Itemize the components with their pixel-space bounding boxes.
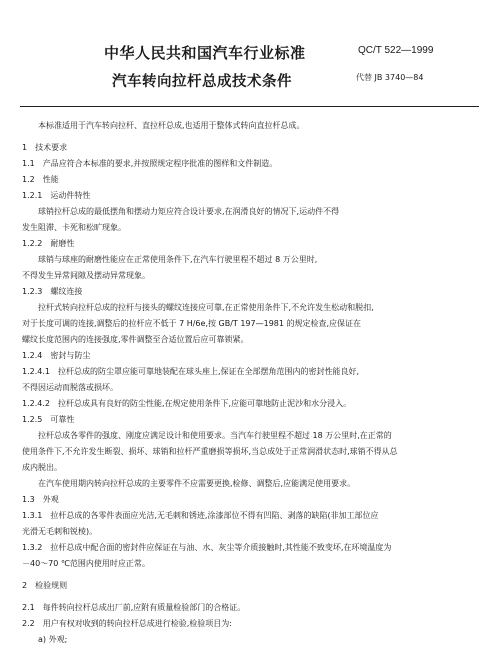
clause-heading: 1.2.5 可靠性 — [22, 415, 75, 424]
clause-text: －40～70 ℃范围内使用时应正常。 — [22, 559, 150, 568]
clause-heading: 1.2.3 螺纹连接 — [22, 287, 83, 296]
clause-heading: 1.2.2 耐磨性 — [22, 239, 75, 248]
clause-text: 不得发生异常间隙及摆动异常现象。 — [22, 271, 150, 280]
standard-category-title: 中华人民共和国汽车行业标准 — [104, 44, 306, 62]
clause-text: 球销与球座的耐磨性能应在正常使用条件下,在汽车行驶里程不超过 8 万公里时, — [38, 255, 318, 264]
clause-text: 使用条件下,不允许发生断裂、损坏、球销和拉杆严重磨损等损坏,当总成处于正常润滑状态时,球销不得从总 — [22, 447, 398, 456]
clause-text: 1.2.4.1 拉杆总成的防尘罩应能可靠地装配在球头座上,保证在全部摆角范围内的密封性能良好, — [22, 367, 360, 376]
clause-heading: 1.2 性能 — [22, 175, 59, 184]
clause: 2.1 每件转向拉杆总成出厂前,应附有质量检验部门的合格证。 — [22, 603, 246, 612]
document-body — [22, 118, 474, 648]
clause-text: 光滑无毛刺和锐棱)。 — [22, 527, 98, 536]
clause-heading: 1.2.4 密封与防尘 — [22, 351, 91, 360]
clause-text: 1.3.2 拉杆总成中配合面的密封件应保证在与油、水、灰尘等介质接触时,其性能不致变坏,在环境温度为 — [22, 543, 392, 552]
clause-text: 不得因运动而脱落或损坏。 — [22, 383, 118, 392]
section-heading: 1 技术要求 — [22, 143, 68, 152]
clause-text: 拉杆式转向拉杆总成的拉杆与接头的螺纹连接应可靠,在正常使用条件下,不允许发生松动和脱扣, — [38, 303, 374, 312]
section-heading: 2 检验规则 — [22, 581, 68, 590]
clause-heading: 1.3 外观 — [22, 495, 59, 504]
header-divider — [20, 106, 479, 107]
list-item: a) 外观; — [38, 635, 68, 644]
document-title: 汽车转向拉杆总成技术条件 — [112, 74, 292, 90]
replaced-standard-note: 代替 JB 3740—84 — [356, 73, 424, 82]
standard-code: QC/T 522—1999 — [358, 45, 434, 56]
scope-paragraph: 本标准适用于汽车转向拉杆、直拉杆总成,也适用于整体式转向直拉杆总成。 — [38, 121, 305, 130]
clause-text: 在汽车使用期内转向拉杆总成的主要零件不应需要更换,检修、调整后,应能满足使用要求。 — [38, 479, 356, 488]
clause-heading: 1.2.1 运动件特性 — [22, 191, 91, 200]
clause-text: 1.2.4.2 拉杆总成具有良好的防尘性能,在规定使用条件下,应能可靠地防止泥沙和水分浸入。 — [22, 399, 352, 408]
clause-text: 球销拉杆总成的最低摆角和摆动力矩应符合设计要求,在润滑良好的情况下,运动件不得 — [38, 207, 340, 216]
clause: 2.2 用户有权对收到的转向拉杆总成进行检验,检验项目为: — [22, 619, 232, 628]
clause-text: 拉杆总成各零件的强度、刚度应满足设计和使用要求。当汽车行驶里程不超过 18 万公里时,在正常的 — [38, 431, 392, 440]
clause-text: 螺纹长度范围内的连接强度,零件调整至合适位置后应可靠锁紧。 — [22, 335, 249, 344]
clause-text: 发生阻滞、卡死和松旷现象。 — [22, 223, 126, 232]
clause-text: 1.3.1 拉杆总成的各零件表面应光洁,无毛刺和锈迹,涂漆部位不得有凹陷、剥落的缺陷(非加工部位应 — [22, 511, 379, 520]
clause: 1.1 产品应符合本标准的要求,并按照规定程序批准的图样和文件制造。 — [22, 159, 278, 168]
clause-text: 对于长度可调的连接,调整后的拉杆应不低于 7 H/6e,按 GB/T 197—1981 的规定检查,应保证在 — [22, 319, 362, 328]
clause-text: 成内脱出。 — [22, 463, 62, 472]
